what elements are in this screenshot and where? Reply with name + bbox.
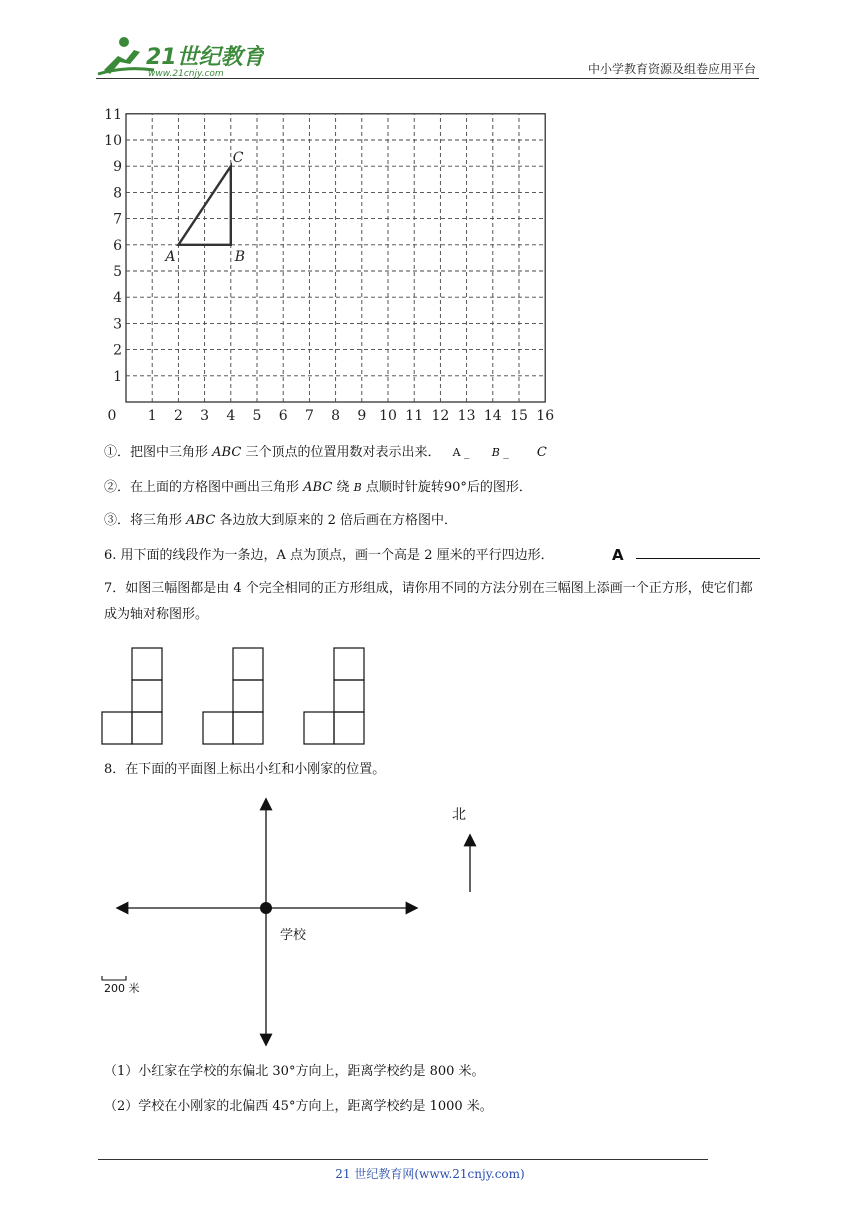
- logo-text: 21世纪教育: [146, 45, 264, 70]
- x-tick-label: 3: [200, 408, 210, 424]
- x-tick-label: 16: [536, 408, 555, 424]
- school-point: [260, 902, 272, 914]
- school-label: 学校: [280, 928, 307, 943]
- y-tick-label: 11: [104, 106, 122, 123]
- y-tick-label: 9: [113, 159, 122, 176]
- footer-site-link[interactable]: 21 世纪教育网(www.21cnjy.com): [335, 1167, 525, 1181]
- header-platform-name: 中小学教育资源及组卷应用平台: [587, 62, 756, 76]
- y-tick-label: 10: [104, 133, 122, 149]
- north-label: 北: [452, 807, 466, 823]
- x-tick-label: 8: [331, 408, 341, 424]
- x-tick-label: 0: [107, 408, 117, 424]
- x-tick-label: 9: [357, 408, 367, 424]
- q8-item-2: （2）学校在小刚家的北偏西 45°方向上，距离学校约是 1000 米。: [104, 1099, 493, 1114]
- vertex-label-b: B: [234, 248, 246, 265]
- figure-1: [102, 648, 162, 744]
- site-logo: [94, 34, 264, 80]
- q7-question: 7．如图三幅图都是由 4 个完全相同的正方形组成，请你用不同的方法分别在三幅图上添画一个正方形，使它们都成为轴对称图形。: [104, 581, 753, 622]
- x-tick-label: 13: [457, 408, 476, 424]
- header-divider: [96, 78, 759, 79]
- x-tick-label: 4: [226, 408, 236, 424]
- x-tick-label: 5: [252, 408, 262, 424]
- x-tick-label: 6: [278, 408, 288, 424]
- y-tick-label: 8: [113, 185, 122, 202]
- coordinate-grid: [96, 106, 566, 426]
- figure-3: [304, 648, 364, 744]
- x-tick-label: 7: [304, 408, 314, 424]
- q5-item-3: ③．将三角形 ABC 各边放大到原来的 2 倍后画在方格图中．: [104, 513, 457, 528]
- y-tick-label: 2: [113, 342, 122, 359]
- vertex-label-a: A: [165, 248, 176, 265]
- figure-2: [203, 648, 263, 744]
- y-tick-label: 7: [113, 211, 122, 228]
- q8-item-1: （1）小红家在学校的东偏北 30°方向上，距离学校约是 800 米。: [104, 1064, 485, 1079]
- scale-bar: [102, 976, 140, 995]
- logo-url: www.21cnjy.com: [148, 69, 224, 79]
- vertex-label-c: C: [232, 150, 244, 167]
- answer-a: A _: [452, 446, 470, 459]
- y-tick-label: 4: [113, 290, 122, 307]
- q6-question: 6. 用下面的线段作为一条边，A 点为顶点，画一个高是 2 厘米的平行四边形．: [104, 548, 554, 563]
- q8-question: 8．在下面的平面图上标出小红和小刚家的位置。: [104, 762, 386, 777]
- y-tick-label: 3: [113, 316, 122, 333]
- y-tick-label: 1: [113, 368, 122, 385]
- q5-item-2: ②．在上面的方格图中画出三角形 ABC 绕 B 点顺时针旋转90°后的图形．: [104, 480, 532, 495]
- y-tick-label: 6: [113, 237, 122, 254]
- answer-b: B _: [491, 446, 509, 459]
- x-tick-label: 10: [379, 408, 397, 424]
- x-tick-label: 11: [405, 408, 424, 424]
- footer-divider: [98, 1159, 708, 1160]
- q6-segment: [636, 558, 760, 559]
- x-tick-label: 2: [173, 408, 183, 424]
- q5-item-1: ①．把图中三角形 ABC 三个顶点的位置用数对表示出来． A _ B _ C: [104, 445, 547, 460]
- answer-c: C: [536, 445, 547, 460]
- x-tick-label: 14: [483, 408, 502, 424]
- x-tick-label: 12: [431, 408, 450, 424]
- x-tick-label: 1: [147, 408, 157, 424]
- q8-map: [96, 792, 496, 1048]
- x-tick-label: 15: [510, 408, 528, 424]
- scale-label: 200 米: [104, 982, 140, 995]
- q7-square-figures: [96, 644, 386, 748]
- y-tick-label: 5: [113, 264, 122, 280]
- q6-point-a: A: [612, 546, 624, 564]
